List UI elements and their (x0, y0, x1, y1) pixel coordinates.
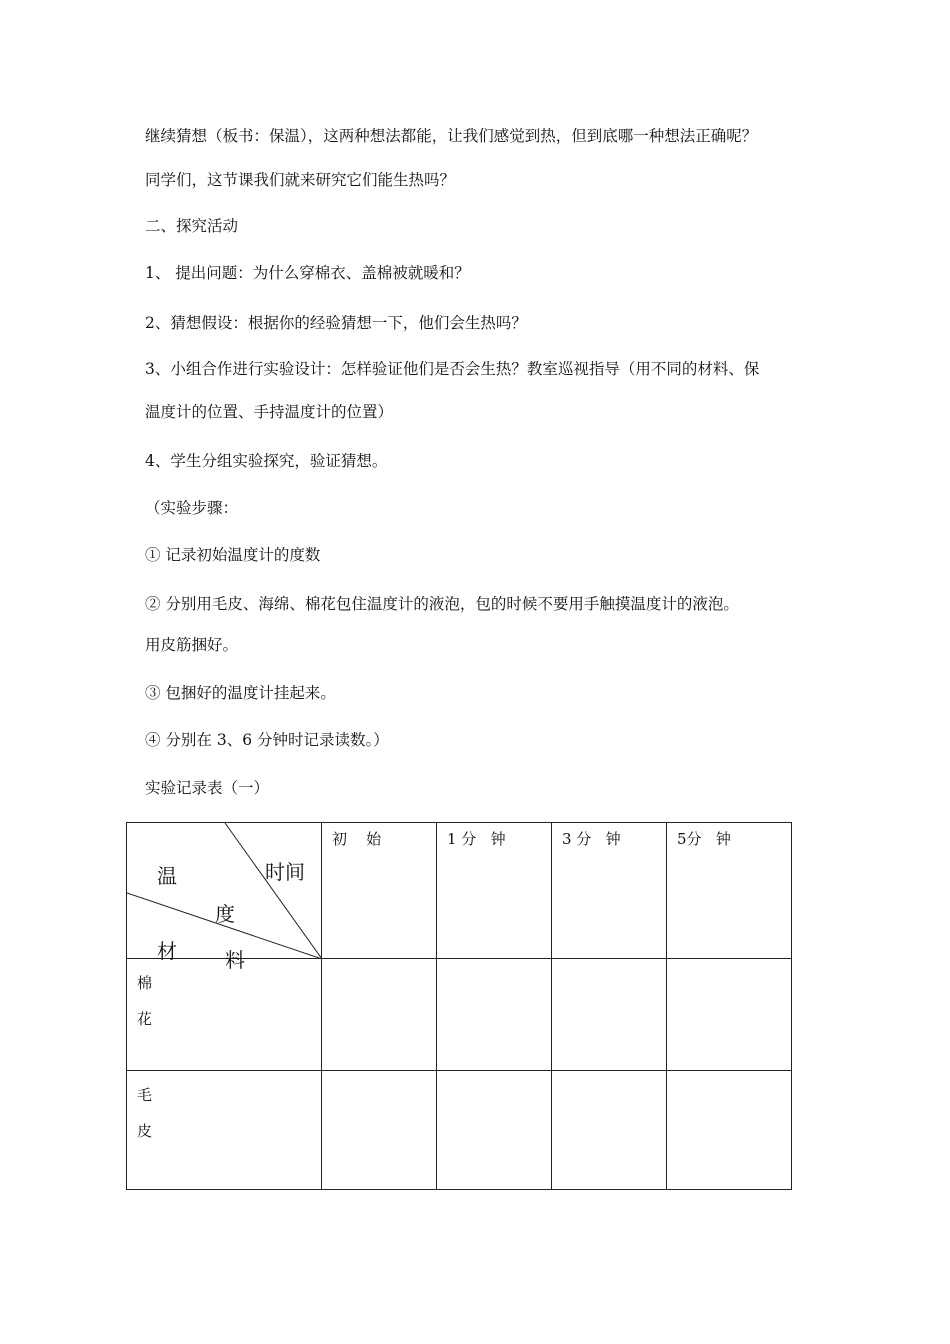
section-heading-inquiry: 二、探究活动 (145, 217, 239, 235)
table-header-row (127, 823, 792, 959)
cell-cotton-3min (552, 959, 667, 1071)
step-hypothesis: 2、猜想假设：根据你的经验猜想一下，他们会生热吗？ (145, 314, 527, 332)
experiment-step-2: ② 分别用毛皮、海绵、棉花包住温度计的液泡，包的时候不要用手触摸温度计的液泡。 (145, 595, 739, 613)
row-label-fur-char-2: 皮 (137, 1122, 153, 1140)
experiment-step-4: ④ 分别在 3、6 分钟时记录读数。） (145, 731, 389, 749)
column-header-5min: 5分 钟 (667, 823, 792, 959)
cell-fur-5min (667, 1071, 792, 1190)
column-header-initial: 初 始 (322, 823, 437, 959)
experiment-step-1: ① 记录初始温度计的度数 (145, 546, 321, 564)
row-label-cotton-char-1: 棉 (137, 974, 153, 992)
cell-cotton-1min (437, 959, 552, 1071)
experiment-record-table (126, 822, 792, 1190)
cell-fur-3min (552, 1071, 667, 1190)
step-group-experiment: 4、学生分组实验探究，验证猜想。 (145, 452, 388, 470)
diagonal-header-cell (127, 823, 322, 972)
paragraph-guess: 继续猜想（板书：保温），这两种想法都能，让我们感觉到热，但到底哪一种想法正确呢？ (145, 127, 758, 145)
experiment-steps-heading: （实验步骤： (145, 499, 239, 517)
column-header-1min: 1 分 钟 (437, 823, 552, 959)
cell-fur-initial (322, 1071, 437, 1190)
row-label-fur-char-1: 毛 (137, 1086, 153, 1104)
cell-cotton-initial (322, 959, 437, 1071)
row-label-fur (127, 1071, 322, 1190)
step-design-continued: 温度计的位置、手持温度计的位置） (145, 403, 394, 421)
corner-label-time: 时间 (265, 860, 305, 884)
table-row-fur (127, 1071, 792, 1190)
corner-label-material-b: 料 (225, 948, 245, 972)
experiment-step-3: ③ 包捆好的温度计挂起来。 (145, 684, 336, 702)
row-label-cotton-char-2: 花 (137, 1010, 153, 1028)
corner-label-temp: 温 (157, 864, 177, 888)
cell-cotton-5min (667, 959, 792, 1071)
cell-fur-1min (437, 1071, 552, 1190)
column-header-3min: 3 分 钟 (552, 823, 667, 959)
paragraph-intro-question: 同学们，这节课我们就来研究它们能生热吗？ (145, 171, 456, 189)
table-caption: 实验记录表（一） (145, 779, 270, 797)
experiment-step-2-continued: 用皮筋捆好。 (145, 636, 239, 654)
step-design: 3、小组合作进行实验设计：怎样验证他们是否会生热？教室巡视指导（用不同的材料、保 (145, 360, 760, 378)
corner-label-material-a: 材 (157, 939, 177, 963)
corner-label-degree: 度 (215, 902, 235, 926)
step-ask-question: 1、 提出问题：为什么穿棉衣、盖棉被就暖和？ (145, 264, 470, 282)
table-row-cotton (127, 959, 792, 1071)
row-label-cotton (127, 959, 322, 1071)
